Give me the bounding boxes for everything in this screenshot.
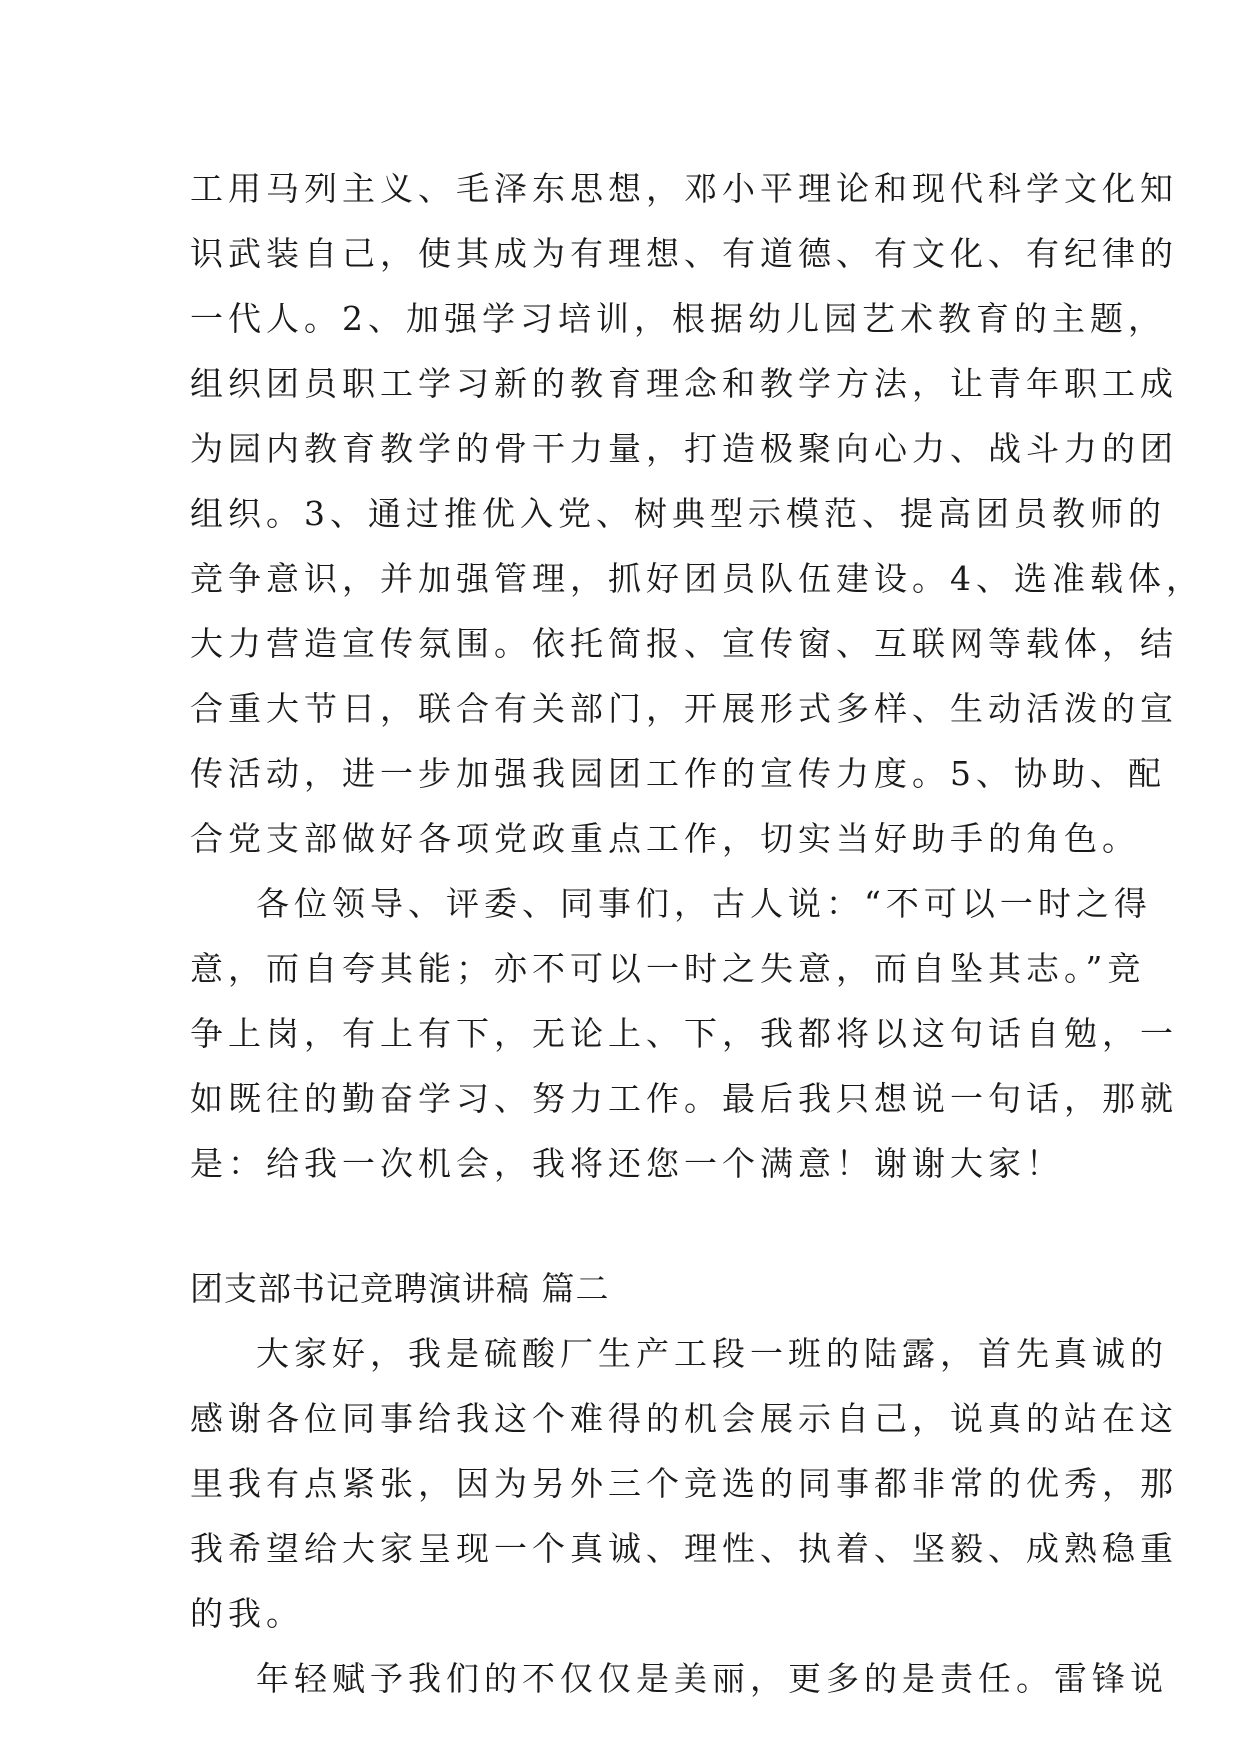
text-line: 传活动，进一步加强我园团工作的宣传力度。5、协助、配 [190,754,1166,793]
text-line: 是：给我一次机会，我将还您一个满意！谢谢大家！ [190,1144,1064,1183]
text-line: 如既往的勤奋学习、努力工作。最后我只想说一句话，那就 [190,1079,1178,1118]
text-line: 竞争意识，并加强管理，抓好团员队伍建设。4、选准载体， [190,559,1204,598]
text-line: 合党支部做好各项党政重点工作，切实当好助手的角色。 [190,819,1140,858]
text-line: 大家好，我是硫酸厂生产工段一班的陆露，首先真诚的 [256,1334,1168,1373]
text-line: 为园内教育教学的骨干力量，打造极聚向心力、战斗力的团 [190,429,1178,468]
section-spacer [190,1196,1060,1256]
text-line: 一代人。2、加强学习培训，根据幼儿园艺术教育的主题， [190,299,1166,338]
text-line: 我希望给大家呈现一个真诚、理性、执着、坚毅、成熟稳重 [190,1529,1178,1568]
text-line: 里我有点紧张，因为另外三个竞选的同事都非常的优秀，那 [190,1464,1178,1503]
text-line: 争上岗，有上有下，无论上、下，我都将以这句话自勉，一 [190,1014,1178,1053]
text-line: 大力营造宣传氛围。依托简报、宣传窗、互联网等载体，结 [190,624,1178,663]
text-line: 工用马列主义、毛泽东思想，邓小平理论和现代科学文化知 [190,169,1178,208]
text-line: 识武装自己，使其成为有理想、有道德、有文化、有纪律的 [190,234,1178,273]
text-line: 各位领导、评委、同事们，古人说：“不可以一时之得 [256,884,1152,923]
paragraph-youth [190,1646,1168,1711]
document-body [190,156,1204,1711]
text-line: 意，而自夸其能；亦不可以一时之失意，而自坠其志。”竞 [190,949,1146,988]
paragraph-intro [190,1321,1178,1646]
text-line: 组织。3、通过推优入党、树典型示模范、提高团员教师的 [190,494,1166,533]
text-line: 的我。 [190,1594,304,1633]
text-line: 组织团员职工学习新的教育理念和教学方法，让青年职工成 [190,364,1178,403]
paragraph-closing [190,871,1178,1196]
text-line: 合重大节日，联合有关部门，开展形式多样、生动活泼的宣 [190,689,1178,728]
paragraph-duties [190,156,1204,871]
text-line: 感谢各位同事给我这个难得的机会展示自己，说真的站在这 [190,1399,1178,1438]
text-line: 年轻赋予我们的不仅仅是美丽，更多的是责任。雷锋说 [256,1659,1168,1698]
section-heading: 团支部书记竞聘演讲稿 篇二 [190,1269,610,1308]
